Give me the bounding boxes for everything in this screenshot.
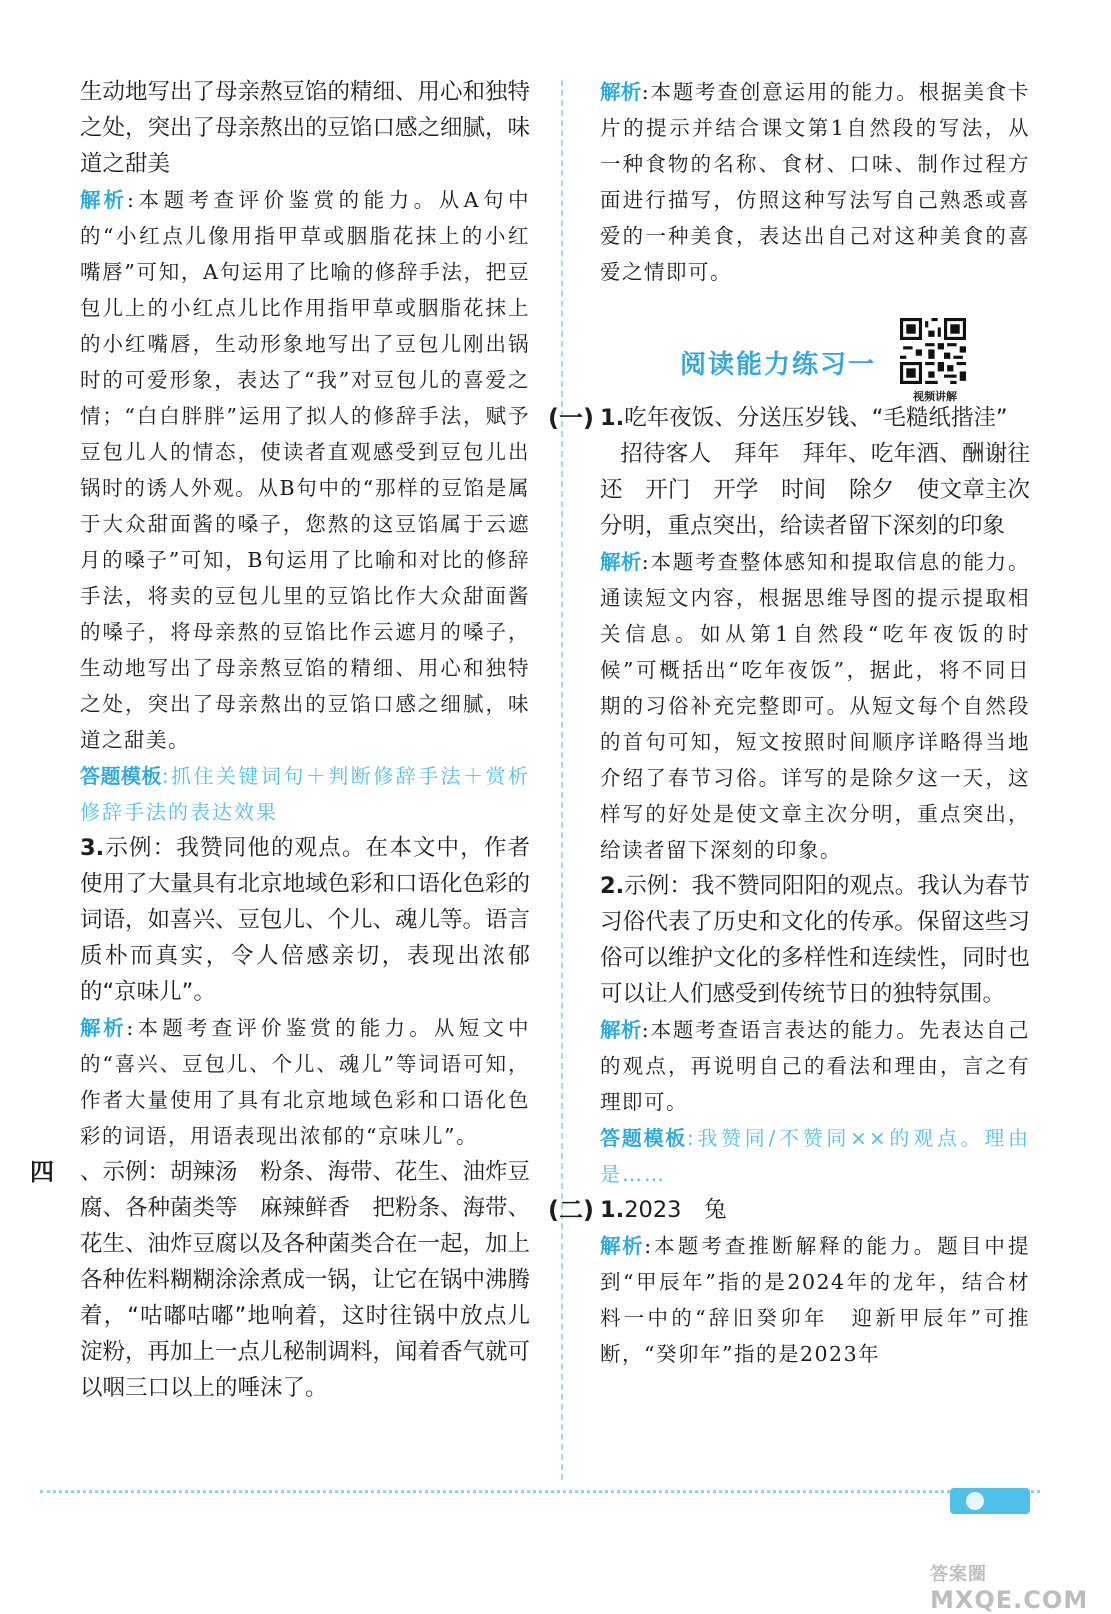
page-tab [950, 1488, 1030, 1514]
column-divider [561, 80, 563, 1480]
answer-text: 示例：我不赞同阳阳的观点。我认为春节习俗代表了历史和文化的传承。保留这些习俗可以维护文化的多样性和连续性，同时也可以让人们感受到传统节日的独特氛围。 [600, 873, 1030, 1007]
explanation-label: 解析 [600, 1234, 645, 1258]
part-2-question-1 [548, 1192, 1030, 1228]
part-1-question-2 [600, 868, 1030, 1012]
qr-caption: 视频讲解 [913, 390, 957, 403]
answer-text: 吃年夜饭、分送压岁钱、“毛糙纸揩洼” [624, 405, 1008, 431]
template-label: 答题模板 [600, 1126, 687, 1150]
question-4-answer [30, 1154, 531, 1406]
answer-text: 生动地写出了母亲熬豆馅的精细、用心和独特之处，突出了母亲熬出的豆馅口感之细腻，味道之甜美 [80, 79, 531, 177]
answer-continued [600, 436, 1030, 544]
part-mark: (一) [548, 404, 594, 432]
question-number: 1. [600, 405, 625, 431]
explanation-text: :本题考查评价鉴赏的能力。从短文中的“喜兴、豆包儿、个儿、魂儿”等词语可知，作者大量使用了具有北京地域色彩和口语化色彩的词语，用语表现出浓郁的“京味儿”。 [80, 1016, 531, 1148]
part-1-question-1 [548, 400, 1030, 436]
right-column [548, 74, 1031, 1372]
explanation-label: 解析 [600, 550, 642, 574]
answer-text: 招待客人 拜年 拜年、吃年酒、酬谢往还 开门 开学 时间 除夕 使文章主次分明，重点突出，给读者留下深刻的印象 [600, 441, 1030, 539]
explanation-block [600, 1228, 1030, 1372]
explanation-block [600, 1012, 1030, 1120]
page-number-dot [966, 1492, 984, 1510]
explanation-block [600, 74, 1030, 290]
template-text: :我赞同/不赞同××的观点。理由是…… [600, 1126, 1030, 1186]
question-3-answer [80, 830, 530, 1010]
explanation-block [600, 544, 1030, 868]
explanation-block [80, 182, 530, 758]
template-label: 答题模板 [80, 764, 162, 788]
explanation-block [80, 1010, 530, 1154]
watermark-url: MXQE.COM [930, 1586, 1089, 1614]
explanation-label: 解析 [80, 188, 128, 212]
left-column [30, 74, 531, 1406]
template-block [80, 758, 530, 830]
explanation-label: 解析 [600, 1018, 642, 1042]
footer-rule [40, 1490, 1040, 1493]
answer-text: 示例：我赞同他的观点。在本文中，作者使用了大量具有北京地域色彩和口语化色彩的词语，如喜兴、豆包儿、个儿、魂儿等。语言质朴而真实，令人倍感亲切，表现出浓郁的“京味儿”。 [80, 835, 531, 1005]
answer-text: 2023 兔 [624, 1197, 727, 1223]
answer-text: 、示例：胡辣汤 粉条、海带、花生、油炸豆腐、各种菌类等 麻辣鲜香 把粉条、海带、花生、油炸豆腐以及各种菌类合在一起，加上各种佐料糊糊涂涂煮成一锅，让它在锅中沸腾着，“咕嘟咕嘟”地响着，这时往锅中放点儿淀粉，再加上一点儿秘制调料，闻着香气就可以咽三口以上的唾沫了。 [80, 1159, 531, 1401]
template-text: :抓住关键词句＋判断修辞手法＋赏析修辞手法的表达效果 [80, 764, 530, 824]
explanation-label: 解析 [80, 1016, 127, 1040]
explanation-text: :本题考查整体感知和提取信息的能力。通读短文内容，根据思维导图的提示提取相关信息。如从第1自然段“吃年夜饭的时候”可概括出“吃年夜饭”，据此，将不同日期的习俗补充完整即可。从短文每个自然段的首句可知，短文按照时间顺序详略得当地介绍了春节习俗。详写的是除夕这一天，这样写的好处是使文章主次分明，重点突出，给读者留下深刻的印象。 [600, 550, 1031, 862]
watermark-cn: 答案圈 [930, 1564, 987, 1585]
explanation-text: :本题考查评价鉴赏的能力。从A句中的“小红点儿像用指甲草或胭脂花抹上的小红嘴唇”可知，A句运用了比喻的修辞手法，把豆包儿上的小红点儿比作用指甲草或胭脂花抹上的小红嘴唇，生动形象地写出了豆包儿刚出锅时的可爱形象，表达了“我”对豆包儿的喜爱之情；“白白胖胖”运用了拟人的修辞手法，赋予豆包儿人的情态，使读者直观感受到豆包儿出锅时的诱人外观。从B句中的“那样的豆馅是属于大众甜面酱的嗓子，您熬的这豆馅属于云遮月的嗓子”可知，B句运用了比喻和对比的修辞手法，将卖的豆包儿里的豆馅比作大众甜面酱的嗓子，将母亲熬的豆馅比作云遮月的嗓子，生动地写出了母亲熬豆馅的精细、用心和独特之处，突出了母亲熬出的豆馅口感之细腻，味道之甜美。 [80, 188, 530, 752]
explanation-text: :本题考查推断解释的能力。题目中提到“甲辰年”指的是2024年的龙年，结合材料一中的“辞旧癸卯年 迎新甲辰年”可推断，“癸卯年”指的是2023年 [600, 1234, 1031, 1366]
question-number: 3. [80, 835, 105, 861]
part-mark: (二) [548, 1196, 594, 1224]
explanation-text: :本题考查语言表达的能力。先表达自己的观点，再说明自己的看法和理由，言之有理即可。 [600, 1018, 1031, 1114]
question-number: 2. [600, 873, 625, 899]
watermark-text [930, 1558, 1111, 1614]
explanation-label: 解析 [600, 80, 642, 104]
question-number: 1. [600, 1197, 625, 1223]
section-header [600, 310, 1030, 403]
section-title: 阅读能力练习一 [680, 350, 877, 380]
qr-code-icon[interactable] [900, 318, 966, 384]
explanation-text: :本题考查创意运用的能力。根据美食卡片的提示并结合课文第1自然段的写法，从一种食物的名称、食材、口味、制作过程方面进行描写，仿照这种写法写自己熟悉或喜爱的一种美食，表达出自己对这种美食的喜爱之情即可。 [600, 80, 1031, 284]
template-block [600, 1120, 1030, 1192]
section-mark: 四 [30, 1158, 54, 1186]
